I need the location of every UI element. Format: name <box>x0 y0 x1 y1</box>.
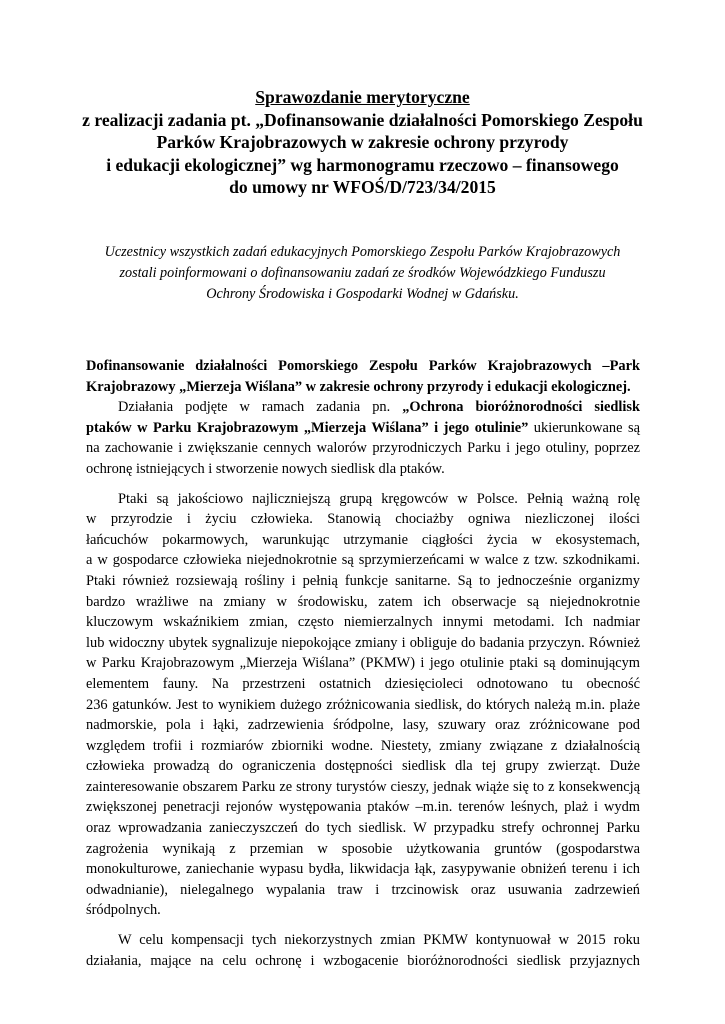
intro-line-3: Ochrony Środowiska i Gospodarki Wodnej w Gdańsku. <box>206 285 519 302</box>
p3-line: działania, mające na celu ochronę i wzbogacenie bioróżnorodności siedlisk przyjaznych <box>86 952 640 969</box>
p1-line-2 <box>86 418 640 439</box>
p2-line: odwadnianie), nielegalnego wypalania traw i trzcinowisk oraz usuwania zadrzewień <box>86 881 640 898</box>
p1-line-2-text: ukierunkowane są <box>528 419 640 436</box>
intro-line-2: zostali poinformowani o dofinansowaniu zadań ze środków Wojewódzkiego Funduszu <box>119 264 606 281</box>
p2-line: oraz wprowadzania zanieczyszczeń do tych siedlisk. W przypadku strefy ochronnej Parku <box>86 820 640 837</box>
p2-line: a w gospodarce człowieka niejednokrotnie są sprzymierzeńcami w walce z tzw. szkodnikami. <box>86 552 640 569</box>
p2-line: elementem fauny. Na przestrzeni ostatnich dziesięcioleci odnotowano tu obecność <box>86 675 640 692</box>
p2-line: zainteresowanie obszarem Parku ze strony turystów cieszy, jednak wiąże się to z konsekwencją <box>86 778 640 795</box>
p2-line: bardzo wrażliwe na zmiany w środowisku, zatem ich obserwacje są niejednokrotnie <box>86 593 640 610</box>
p2-line: zwiększonej penetracji rejonów występowania ptaków –m.in. terenów leśnych, plaż i wydm <box>86 799 640 816</box>
heading-line-2: Krajobrazowy „Mierzeja Wiślana” w zakresie ochrony przyrody i edukacji ekologicznej. <box>86 378 631 395</box>
p1-line-1 <box>86 397 640 418</box>
paragraph-3 <box>86 930 640 971</box>
paragraph-1 <box>86 397 640 479</box>
intro-line-1: Uczestnicy wszystkich zadań edukacyjnych Pomorskiego Zespołu Parków Krajobrazowych <box>104 244 621 260</box>
paragraph-gap <box>86 921 640 930</box>
p2-line: 236 gatunków. Jest to wynikiem dużego zróżnicowania siedlisk, do których należą m.in. plaże <box>86 696 640 713</box>
report-body <box>86 356 640 971</box>
p2-line: nadmorskie, pola i łąki, zadrzewienia śródpolne, lasy, szuwary oraz zróżnicowane pod <box>86 717 640 734</box>
intro-note <box>60 242 665 304</box>
p1-line-1-text: Działania podjęte w ramach zadania pn. <box>118 399 403 416</box>
p2-line: człowieka prowadzą do ograniczenia dostępności siedlisk dla tej grupy zwierząt. Duże <box>86 758 640 775</box>
paragraph-gap <box>86 480 640 489</box>
title-line-4: i edukacji ekologicznej” wg harmonogramu rzeczowo – finansowego <box>106 154 619 175</box>
p2-line: monokulturowe, zaniechanie wypasu bydła, likwidacja łąk, zasypywanie obniżeń terenu i ich <box>86 861 640 878</box>
title-line-1: Sprawozdanie merytoryczne <box>255 87 470 107</box>
p2-line: w przyrodzie i życiu człowieka. Stanowią chociażby ogniwa niezliczonej ilości <box>86 511 640 528</box>
p3-line: W celu kompensacji tych niekorzystnych zmian PKMW kontynuował w 2015 roku <box>118 932 640 949</box>
p1-line-3: na zachowanie i zwiększanie cennych walorów przyrodniczych Parku i jego otuliny, poprzez <box>86 440 640 457</box>
title-line-2: z realizacji zadania pt. „Dofinansowanie działalności Pomorskiego Zespołu <box>82 109 643 130</box>
p2-line: łańcuchów pokarmowych, warunkując utrzymanie ciągłości życia w ekosystemach, <box>86 531 640 548</box>
p1-line-1-bold: „Ochrona bioróżnorodności siedlisk <box>402 399 640 416</box>
p2-line: zagrożenia wynikają z przemian w sposobie użytkowania gruntów (gospodarstwa <box>86 840 640 857</box>
heading-line-1: Dofinansowanie działalności Pomorskiego Zespołu Parków Krajobrazowych –Park <box>86 358 640 374</box>
p1-line-4: ochronę istniejących i stworzenie nowych siedlisk dla ptaków. <box>86 460 445 477</box>
report-title <box>60 86 665 199</box>
p2-line: względem trofii i rozmiarów zbiorniki wodne. Niestety, zmiany związane z działalnością <box>86 737 640 754</box>
paragraph-2 <box>86 489 640 921</box>
section-heading <box>86 356 640 397</box>
title-line-3: Parków Krajobrazowych w zakresie ochrony przyrody <box>156 132 569 152</box>
p1-line-2-bold: ptaków w Parku Krajobrazowym „Mierzeja Wiślana” i jego otulinie” <box>86 419 529 436</box>
p2-line: Ptaki również rozsiewają rośliny i pełnią funkcje sanitarne. Są to jednocześnie organizmy <box>86 572 640 589</box>
p2-line: w Parku Krajobrazowym „Mierzeja Wiślana” (PKMW) i jego otulinie ptaki są dominującym <box>86 655 640 672</box>
p2-line: kluczowym wskaźnikiem zmian, często niemierzalnych innymi metodami. Ich nadmiar <box>86 614 640 631</box>
p2-line: lub widoczny ubytek sygnalizuje niepokojące zmiany i obliguje do badania przyczyn. Również <box>86 634 640 651</box>
p2-line: Ptaki są jakościowo najliczniejszą grupą kręgowców w Polsce. Pełnią ważną rolę <box>118 490 640 507</box>
title-line-5: do umowy nr WFOŚ/D/723/34/2015 <box>229 177 496 197</box>
p2-line: śródpolnych. <box>86 902 161 919</box>
